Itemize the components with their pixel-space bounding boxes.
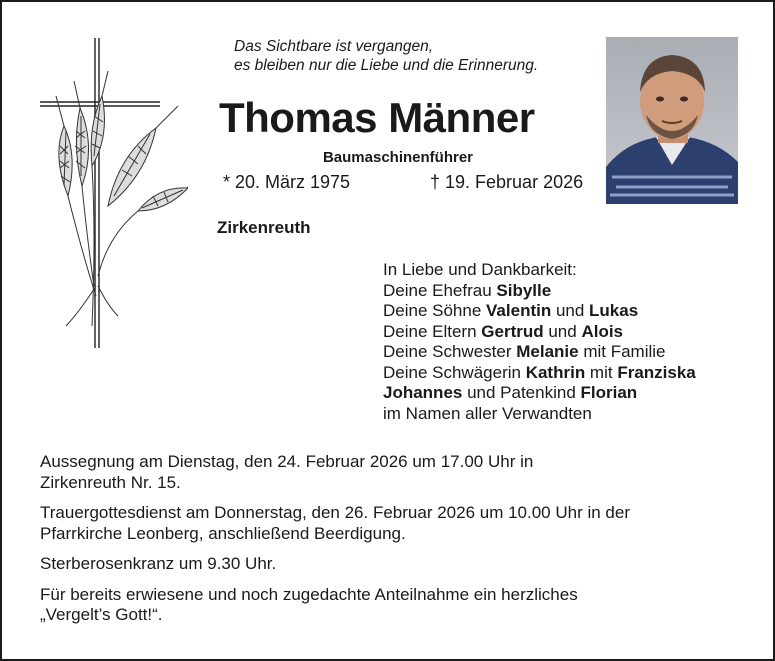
mourner-relation: Deine Eltern: [383, 321, 482, 341]
mourner-connector: mit Familie: [578, 342, 666, 361]
mourner-name: Franziska: [617, 362, 696, 382]
death-date: † 19. Februar 2026: [430, 172, 584, 192]
funeral-information: [40, 452, 740, 636]
mourner-connector: und: [551, 301, 590, 320]
mourner-line-sister: [383, 342, 696, 363]
mourner-connector: mit: [585, 362, 618, 382]
mourner-name: Gertrud: [481, 321, 544, 341]
mourners-list: [383, 260, 696, 424]
deceased-name: Thomas Männer: [219, 94, 535, 141]
mourner-connector: und Patenkind: [462, 383, 581, 402]
blessing-line-1: Aussegnung am Dienstag, den 24. Februar 2026 um 17.00 Uhr in: [40, 452, 534, 471]
mourner-line-parents: [383, 322, 696, 343]
thanks-line-1: Für bereits erwiesene und noch zugedachte Anteilnahme ein herzliches: [40, 584, 578, 604]
blessing-line-2: Zirkenreuth Nr. 15.: [40, 472, 181, 492]
mourner-relation: Deine Schwägerin: [383, 362, 526, 382]
service-info: [40, 503, 740, 544]
mourner-connector: und: [543, 321, 582, 341]
mourner-relation: Deine Söhne: [383, 301, 487, 320]
mourner-name: Lukas: [589, 301, 639, 320]
mourner-name: Florian: [580, 383, 638, 402]
service-line-1: Trauergottesdienst am Donnerstag, den 26. Februar 2026 um 10.00 Uhr in der: [40, 503, 630, 522]
rosary-info: Sterberosenkranz um 9.30 Uhr.: [40, 554, 277, 573]
thanks-info: [40, 585, 740, 626]
mourner-relation: Deine Ehefrau: [383, 280, 497, 300]
service-line-2: Pfarrkirche Leonberg, anschließend Beerdigung.: [40, 523, 406, 543]
mourner-name: Kathrin: [525, 362, 586, 382]
cross-with-wheat-icon: [38, 36, 188, 356]
deceased-profession: Baumaschinenführer: [322, 149, 474, 166]
birth-date: * 20. März 1975: [223, 172, 351, 192]
mourner-line-sister-in-law: [383, 363, 696, 384]
mourner-name: Alois: [581, 321, 623, 341]
mourner-name: Valentin: [486, 301, 552, 320]
mourners-closing: im Namen aller Verwandten: [383, 403, 592, 423]
quote-line-1: Das Sichtbare ist vergangen,: [234, 38, 434, 55]
blessing-info: [40, 452, 740, 493]
residence-place: Zirkenreuth: [217, 218, 311, 237]
memorial-quote: [234, 37, 538, 75]
mourner-relation: Deine Schwester: [383, 342, 517, 361]
mourner-name: Melanie: [516, 342, 579, 361]
mourner-name: Sibylle: [496, 280, 552, 300]
mourners-intro: In Liebe und Dankbarkeit:: [383, 260, 577, 279]
mourner-line-godchild: [383, 383, 696, 404]
quote-line-2: es bleiben nur die Liebe und die Erinnerung.: [234, 57, 539, 74]
thanks-line-2: „Vergelt’s Gott!“.: [40, 605, 163, 624]
mourner-line-sons: [383, 301, 696, 322]
portrait-photo: [606, 37, 738, 204]
mourner-name: Johannes: [383, 383, 463, 402]
mourner-line-wife: [383, 281, 696, 302]
